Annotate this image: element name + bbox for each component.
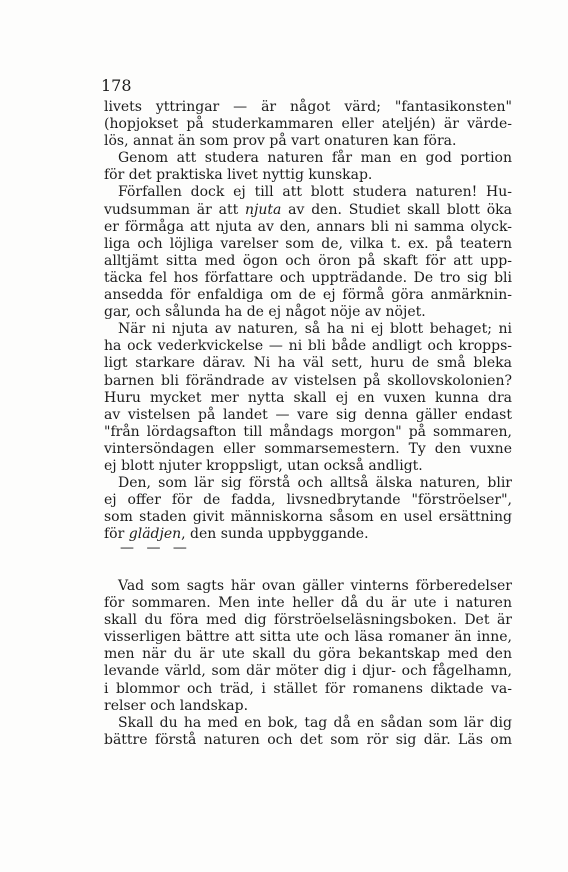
text-line: vintersöndagen eller sommarsemestern. Ty den vuxne: [104, 440, 512, 457]
text-line: ligt starkare därav. Ni ha väl sett, huru de små bleka: [104, 355, 512, 372]
text-line: men när du är ute skall du göra bekantskap med den: [104, 646, 512, 663]
text-line: i blommor och träd, i stället för romanens diktade va-: [104, 680, 512, 697]
text-line: skall du föra med dig förströelseläsningsboken. Det är: [104, 612, 512, 629]
text-line: När ni njuta av naturen, så ha ni ej blott behaget; ni: [118, 321, 512, 338]
text-block-upper: [104, 99, 512, 543]
text-line: visserligen bättre att sitta ute och läsa romaner än inne,: [104, 629, 512, 646]
emphasized-word: glädjen: [128, 526, 182, 543]
section-separator: — — —: [120, 540, 191, 556]
text-line: ej blott njuter kroppsligt, utan också andligt.: [104, 457, 423, 474]
text-line: täcka fel hos författare och uppträdande. De tro sig bli: [104, 269, 512, 286]
text-line: vudsumman är att njuta av den. Studiet skall blott öka: [104, 201, 512, 218]
text-line: Vad som sagts här ovan gäller vinterns förberedelser: [118, 578, 512, 594]
text-line: alltjämt sitta med ögon och öron på skaft för att upp-: [104, 252, 512, 269]
page-number: 178: [101, 76, 132, 95]
text-line: ha ock vederkvickelse — ni bli både andligt och kropps-: [104, 338, 512, 355]
text-line: för det praktiska livet nyttig kunskap.: [104, 167, 373, 184]
text-line: Huru mycket mer nytta skall ej en vuxen kunna dra: [104, 389, 512, 406]
text-line: (hopjokset på studerkammaren eller ateljén) är värde-: [104, 116, 512, 133]
text-block-lower: [104, 578, 512, 749]
text-line: er förmåga att njuta av den, annars bli ni samma olyck-: [104, 218, 512, 235]
text-line: ej offer för de fadda, livsnedbrytande "förströelser",: [104, 492, 512, 509]
text-line: bättre förstå naturen och det som rör sig där. Läs om: [104, 731, 512, 748]
text-line: för sommaren. Men inte heller då du är ute i naturen: [104, 595, 512, 612]
text-line: relser och landskap.: [104, 697, 249, 714]
text-line: Genom att studera naturen får man en god portion: [118, 150, 512, 167]
emphasized-word: njuta: [245, 201, 282, 218]
text-line: Skall du ha med en bok, tag då en sådan som lär dig: [118, 714, 512, 731]
text-line: för glädjen, den sunda uppbyggande.: [104, 526, 369, 543]
text-line: Den, som lär sig förstå och alltså älska naturen, blir: [118, 475, 512, 492]
text-line: som staden givit människorna såsom en usel ersättning: [104, 509, 512, 526]
text-line: levande värld, som där möter dig i djur- och fågelhamn,: [104, 663, 512, 680]
text-line: livets yttringar — är något värd; "fantasikonsten": [104, 99, 512, 115]
text-line: liga och löjliga varelser som de, vilka t. ex. på teatern: [104, 235, 512, 252]
text-line: lös, annat än som prov på vart onaturen kan föra.: [104, 133, 457, 150]
text-line: Förfallen dock ej till att blott studera naturen! Hu-: [118, 184, 512, 201]
text-line: av vistelsen på landet — vare sig denna gäller endast: [104, 406, 512, 423]
text-line: barnen bli förändrade av vistelsen på skollovskolonien?: [104, 372, 512, 389]
text-line: ansedda för enfaldiga om de ej förmå göra anmärknin-: [104, 287, 512, 304]
text-line: gar, och sålunda ha de ej något nöje av nöjet.: [104, 304, 426, 321]
text-line: "från lördagsafton till måndags morgon" på sommaren,: [104, 423, 512, 440]
